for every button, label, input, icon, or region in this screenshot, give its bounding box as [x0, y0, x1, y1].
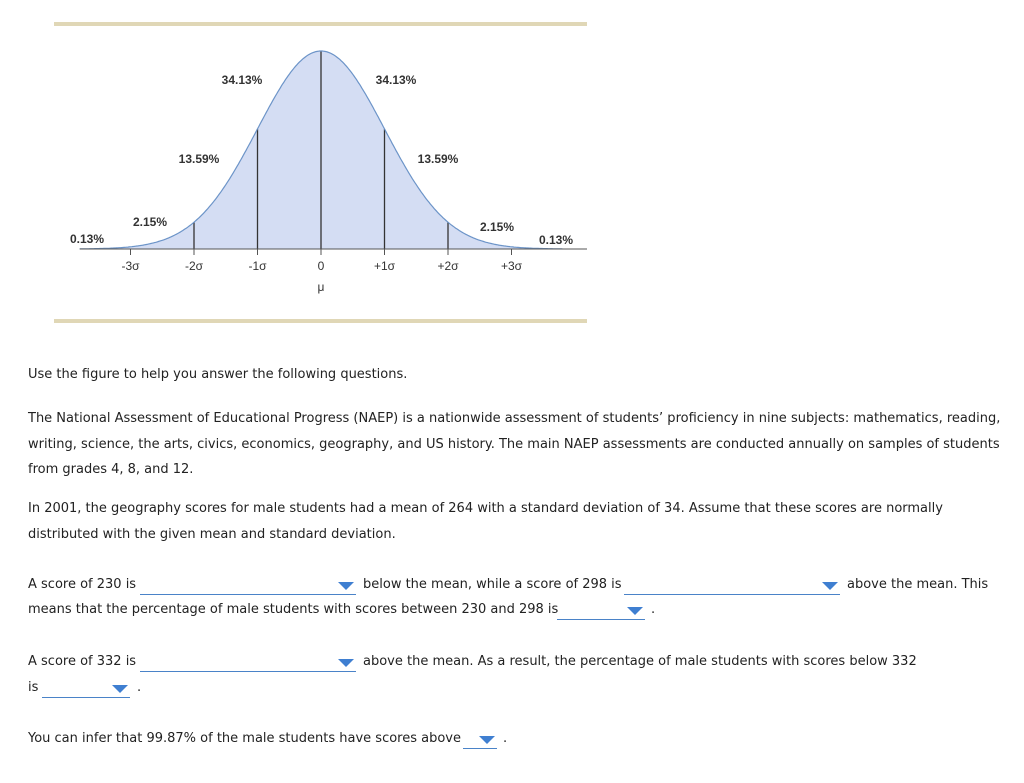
bottom-frame-bar: [54, 319, 587, 323]
x-tick-label: 0: [317, 259, 325, 273]
mean-symbol-label: μ: [317, 280, 325, 294]
region-label: 0.13%: [538, 233, 574, 247]
region-label: 2.15%: [479, 220, 515, 234]
chevron-down-icon: [627, 607, 643, 615]
q2-dropdown-percentage[interactable]: [42, 681, 130, 698]
chevron-down-icon: [112, 685, 128, 693]
region-label: 34.13%: [221, 73, 263, 87]
q1-dropdown-percentage[interactable]: [557, 603, 645, 620]
q3-end: .: [503, 731, 508, 746]
instructions-text: Use the figure to help you answer the following questions.: [28, 367, 408, 382]
chevron-down-icon: [338, 582, 354, 590]
q2-dropdown-332[interactable]: [140, 655, 356, 672]
chevron-down-icon: [822, 582, 838, 590]
x-ticks: [131, 249, 512, 255]
chevron-down-icon: [338, 659, 354, 667]
q1-end: .: [651, 602, 656, 617]
normal-distribution-figure: [0, 0, 1024, 340]
top-frame-bar: [54, 22, 587, 26]
x-tick-label: -1σ: [248, 259, 267, 273]
x-tick-label: +2σ: [437, 259, 459, 273]
q1-text-part1: A score of 230 is: [28, 577, 137, 592]
intro-paragraph: The National Assessment of Educational Progress (NAEP) is a nationwide assessment of students’ proficiency in nine subjects: mathematics, reading, writing, science, the arts, civics, economics, geography, and US history. The main NAEP assessments are conducted annually on samples of students from grades 4, 8, and 12.: [28, 411, 1001, 477]
x-tick-label: -3σ: [121, 259, 140, 273]
q1-text-part4: means that the percentage of male students with scores between 230 and 298 is: [28, 602, 559, 617]
q2-text-part3: is: [28, 680, 39, 695]
x-tick-label: +3σ: [500, 259, 523, 273]
region-label: 0.13%: [69, 232, 105, 246]
scenario-paragraph: In 2001, the geography scores for male students had a mean of 264 with a standard deviation of 34. Assume that these scores are normally distributed with the given mean and standard deviation.: [28, 501, 943, 542]
q2-text-part2: above the mean. As a result, the percentage of male students with scores below 332: [363, 654, 917, 669]
x-tick-label: -2σ: [184, 259, 204, 273]
region-label: 13.59%: [178, 152, 220, 166]
x-tick-label: +1σ: [373, 259, 396, 273]
q3-dropdown-score[interactable]: [463, 732, 497, 749]
q2-text-part1: A score of 332 is: [28, 654, 137, 669]
region-label: 34.13%: [375, 73, 417, 87]
q1-dropdown-230[interactable]: [140, 578, 356, 595]
q2-end: .: [137, 680, 142, 695]
q1-text-part3: above the mean. This: [847, 577, 989, 592]
region-label: 13.59%: [417, 152, 459, 166]
x-tick-labels: [121, 259, 522, 273]
chevron-down-icon: [479, 736, 495, 744]
q1-text-part2: below the mean, while a score of 298 is: [363, 577, 622, 592]
q1-dropdown-298[interactable]: [624, 578, 840, 595]
region-label: 2.15%: [132, 215, 168, 229]
q3-text-part1: You can infer that 99.87% of the male students have scores above: [28, 731, 461, 746]
